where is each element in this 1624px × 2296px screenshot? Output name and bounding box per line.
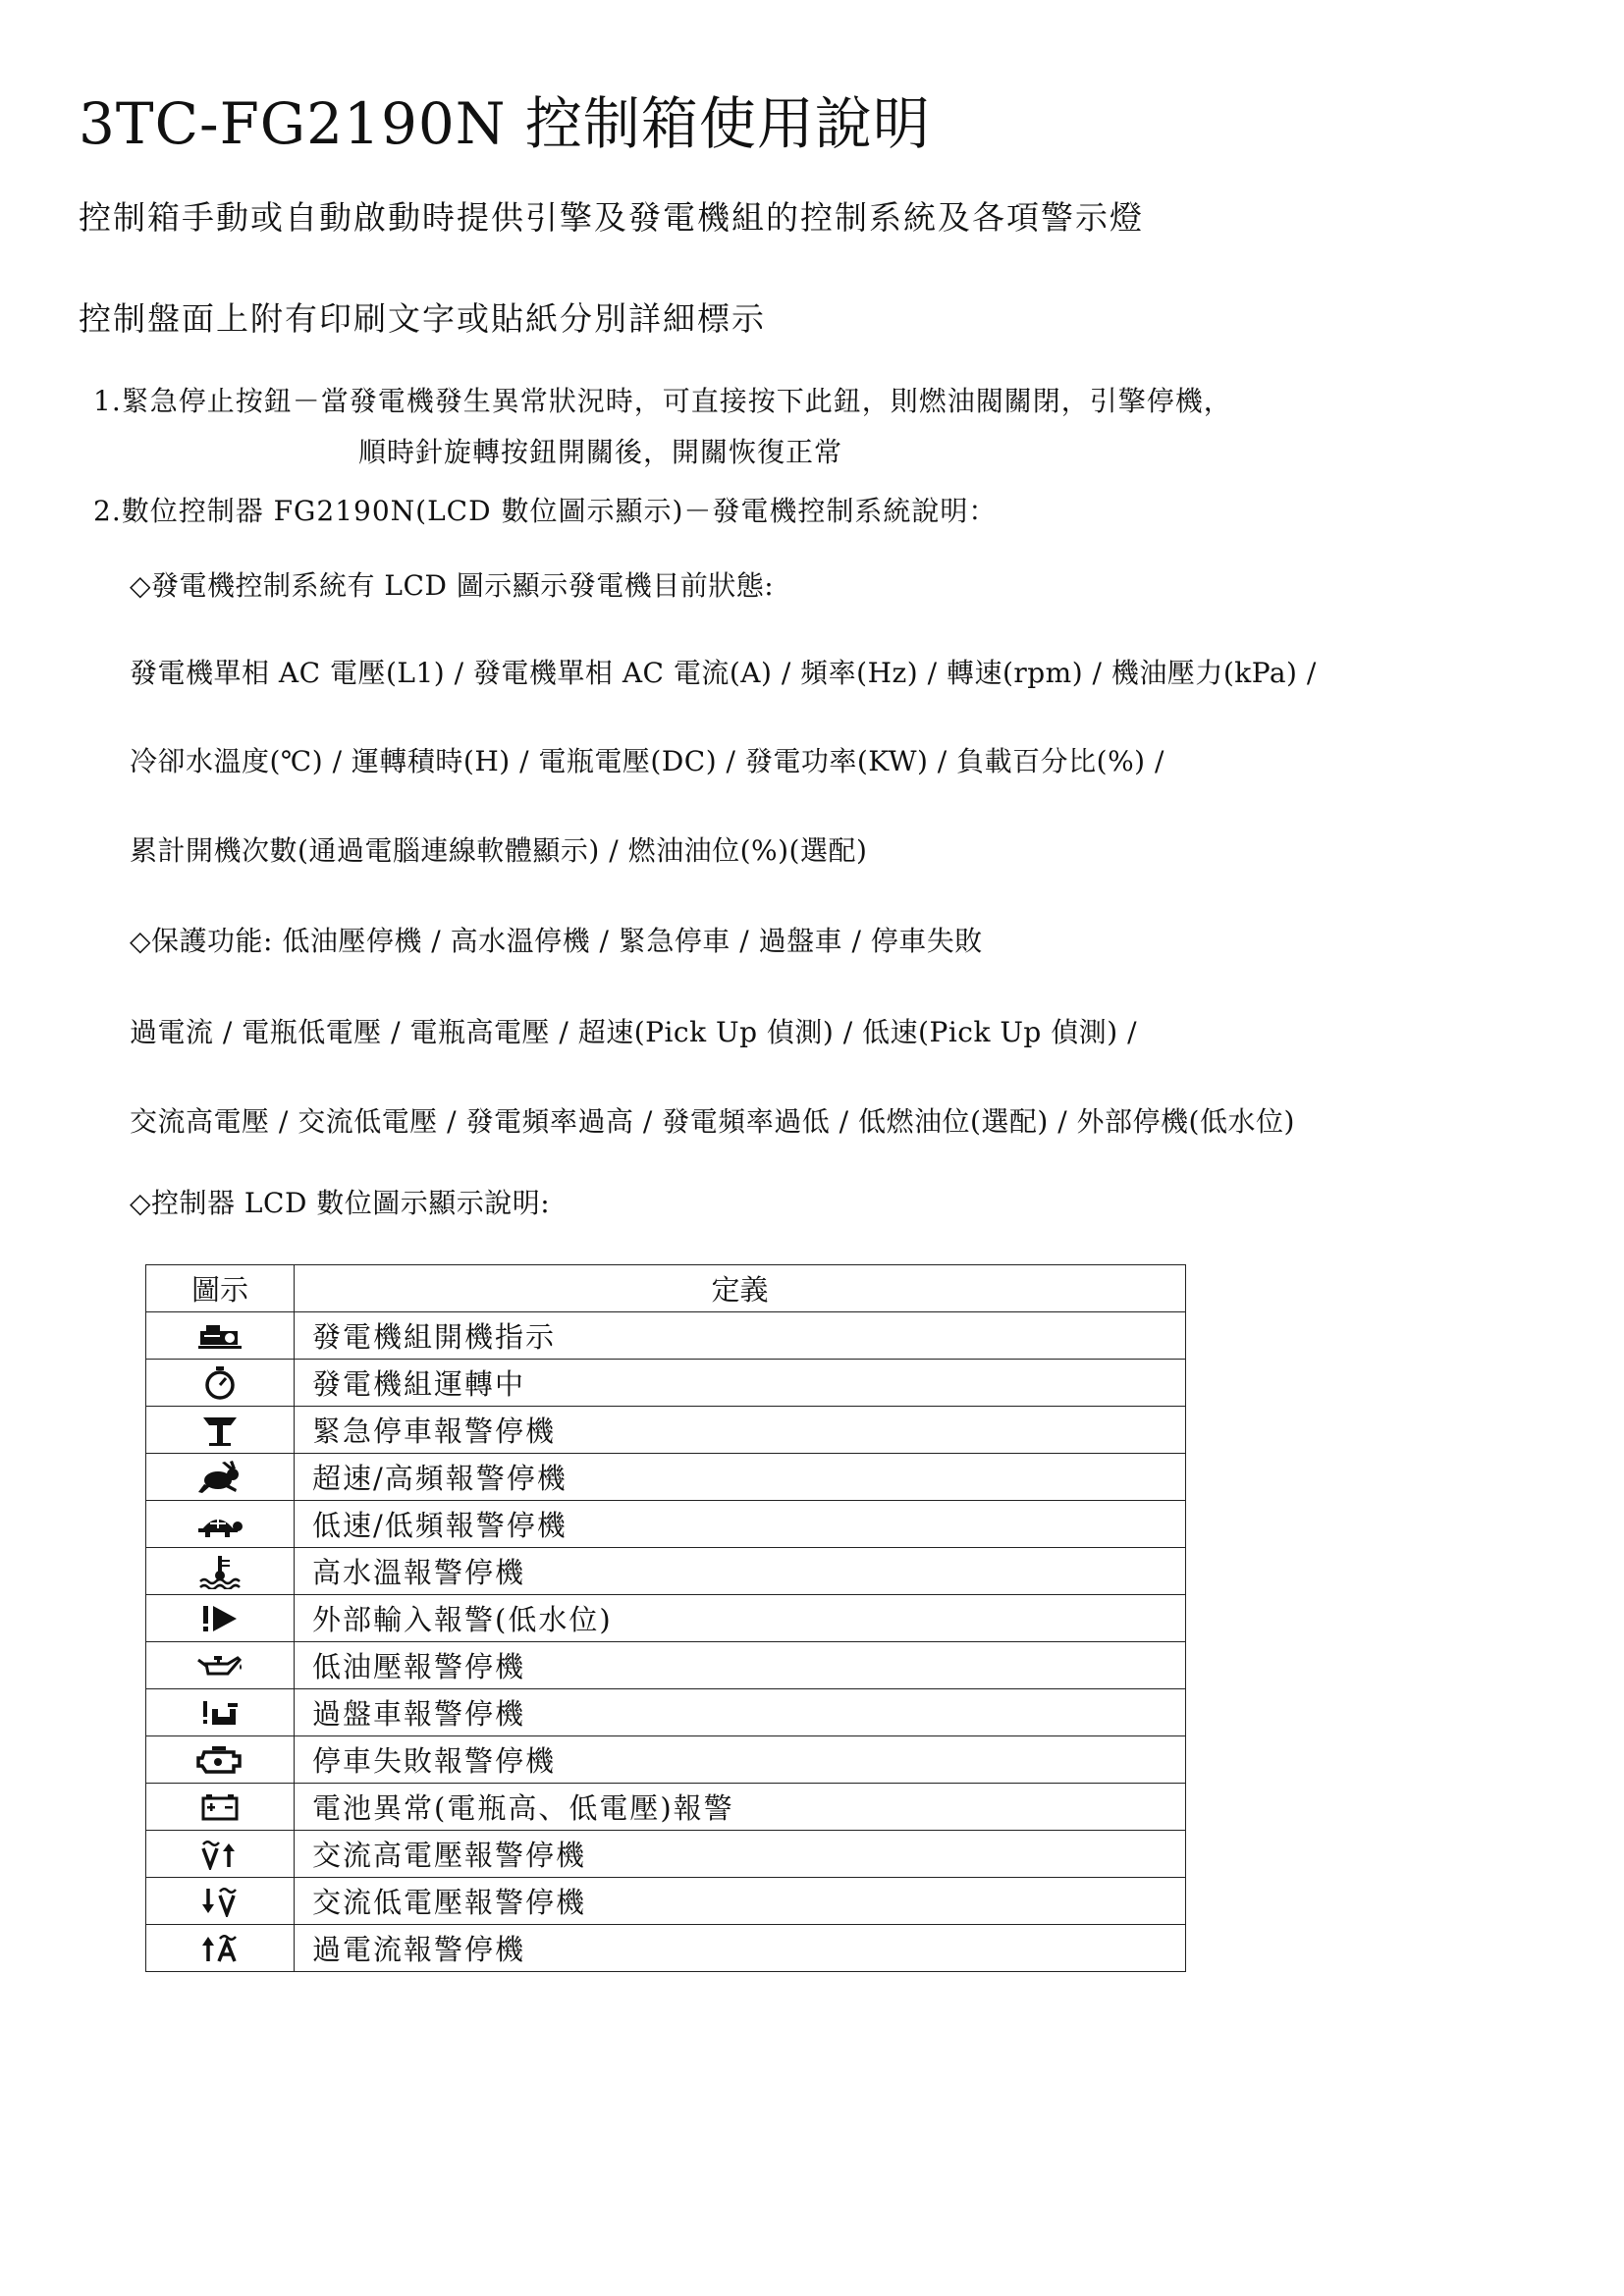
lcd-heading: ◇控制器 LCD 數位圖示顯示說明: xyxy=(130,1187,551,1219)
table-row-definition: 過盤車報警停機 xyxy=(295,1689,1186,1736)
table-row-definition: 高水溫報警停機 xyxy=(295,1548,1186,1595)
item-2: 2.數位控制器 FG2190N(LCD 數位圖示顯示)－發電機控制系統說明： xyxy=(93,495,998,527)
table-row xyxy=(146,1548,1186,1595)
table-row-definition: 停車失敗報警停機 xyxy=(295,1736,1186,1784)
table-row-definition: 外部輸入報警(低水位) xyxy=(295,1595,1186,1642)
table-row-definition: 發電機組運轉中 xyxy=(295,1360,1186,1407)
table-row xyxy=(146,1454,1186,1501)
table-row-definition: 低油壓報警停機 xyxy=(295,1642,1186,1689)
generator-icon xyxy=(198,1321,242,1351)
protection-line-2: 過電流 / 電瓶低電壓 / 電瓶高電壓 / 超速(Pick Up 偵測) / 低速(Pick Up 偵測) / xyxy=(130,1016,1138,1048)
status-line-1: 發電機單相 AC 電壓(L1) / 發電機單相 AC 電流(A) / 頻率(Hz) / 轉速(rpm) / 機油壓力(kPa) / xyxy=(130,657,1317,689)
status-line-3: 累計開機次數(通過電腦連線軟體顯示) / 燃油油位(%)(選配) xyxy=(130,834,868,867)
status-line-2: 冷卻水溫度(℃) / 運轉積時(H) / 電瓶電壓(DC) / 發電功率(KW) / 負載百分比(%) / xyxy=(130,745,1164,777)
turtle-icon xyxy=(196,1510,244,1539)
intro-line-2: 控制盤面上附有印刷文字或貼紙分別詳細標示 xyxy=(79,299,766,338)
table-row xyxy=(146,1689,1186,1736)
table-row-definition: 發電機組開機指示 xyxy=(295,1312,1186,1360)
table-row xyxy=(146,1407,1186,1454)
table-row xyxy=(146,1595,1186,1642)
overcurrent-icon xyxy=(200,1933,240,1964)
table-row xyxy=(146,1925,1186,1972)
item-1-line-1: 1.緊急停止按鈕－當發電機發生異常狀況時，可直接按下此鈕，則燃油閥關閉，引擎停機， xyxy=(93,385,1232,417)
table-row-definition: 過電流報警停機 xyxy=(295,1925,1186,1972)
table-row-definition: 緊急停車報警停機 xyxy=(295,1407,1186,1454)
table-row xyxy=(146,1312,1186,1360)
table-row xyxy=(146,1360,1186,1407)
battery-icon xyxy=(200,1792,240,1822)
table-header-definition: 定義 xyxy=(295,1265,1186,1312)
overcrank-icon xyxy=(200,1697,240,1729)
oil-can-icon xyxy=(196,1650,244,1682)
intro-line-1: 控制箱手動或自動啟動時提供引擎及發電機組的控制系統及各項警示燈 xyxy=(79,198,1144,237)
rabbit-icon xyxy=(196,1461,244,1494)
status-heading: ◇發電機控制系統有 LCD 圖示顯示發電機目前狀態: xyxy=(130,569,775,602)
table-row-definition: 超速/高頻報警停機 xyxy=(295,1454,1186,1501)
table-row xyxy=(146,1831,1186,1878)
external-alarm-icon xyxy=(199,1603,241,1634)
coolant-temp-icon xyxy=(198,1554,242,1589)
table-row-definition: 電池異常(電瓶高、低電壓)報警 xyxy=(295,1784,1186,1831)
protection-line-3: 交流高電壓 / 交流低電壓 / 發電頻率過高 / 發電頻率過低 / 低燃油位(選配) / 外部停機(低水位) xyxy=(130,1105,1295,1138)
table-row-definition: 低速/低頻報警停機 xyxy=(295,1501,1186,1548)
stopwatch-icon xyxy=(202,1365,238,1401)
table-row xyxy=(146,1784,1186,1831)
table-header-row xyxy=(146,1265,1186,1312)
emergency-stop-icon xyxy=(201,1414,239,1447)
ac-low-voltage-icon xyxy=(200,1886,240,1917)
lcd-icon-table xyxy=(145,1264,1186,1972)
engine-icon xyxy=(196,1744,244,1776)
ac-high-voltage-icon xyxy=(200,1839,240,1870)
table-row xyxy=(146,1736,1186,1784)
table-row-definition: 交流高電壓報警停機 xyxy=(295,1831,1186,1878)
table-row xyxy=(146,1501,1186,1548)
document-title: 3TC-FG2190N 控制箱使用說明 xyxy=(79,90,931,157)
table-row xyxy=(146,1642,1186,1689)
table-header-icon: 圖示 xyxy=(146,1265,295,1312)
table-row-definition: 交流低電壓報警停機 xyxy=(295,1878,1186,1925)
table-row xyxy=(146,1878,1186,1925)
item-1-line-2: 順時針旋轉按鈕開關後，開關恢復正常 xyxy=(358,436,843,468)
protection-line-1: ◇保護功能: 低油壓停機 / 高水溫停機 / 緊急停車 / 過盤車 / 停車失敗 xyxy=(130,925,983,957)
